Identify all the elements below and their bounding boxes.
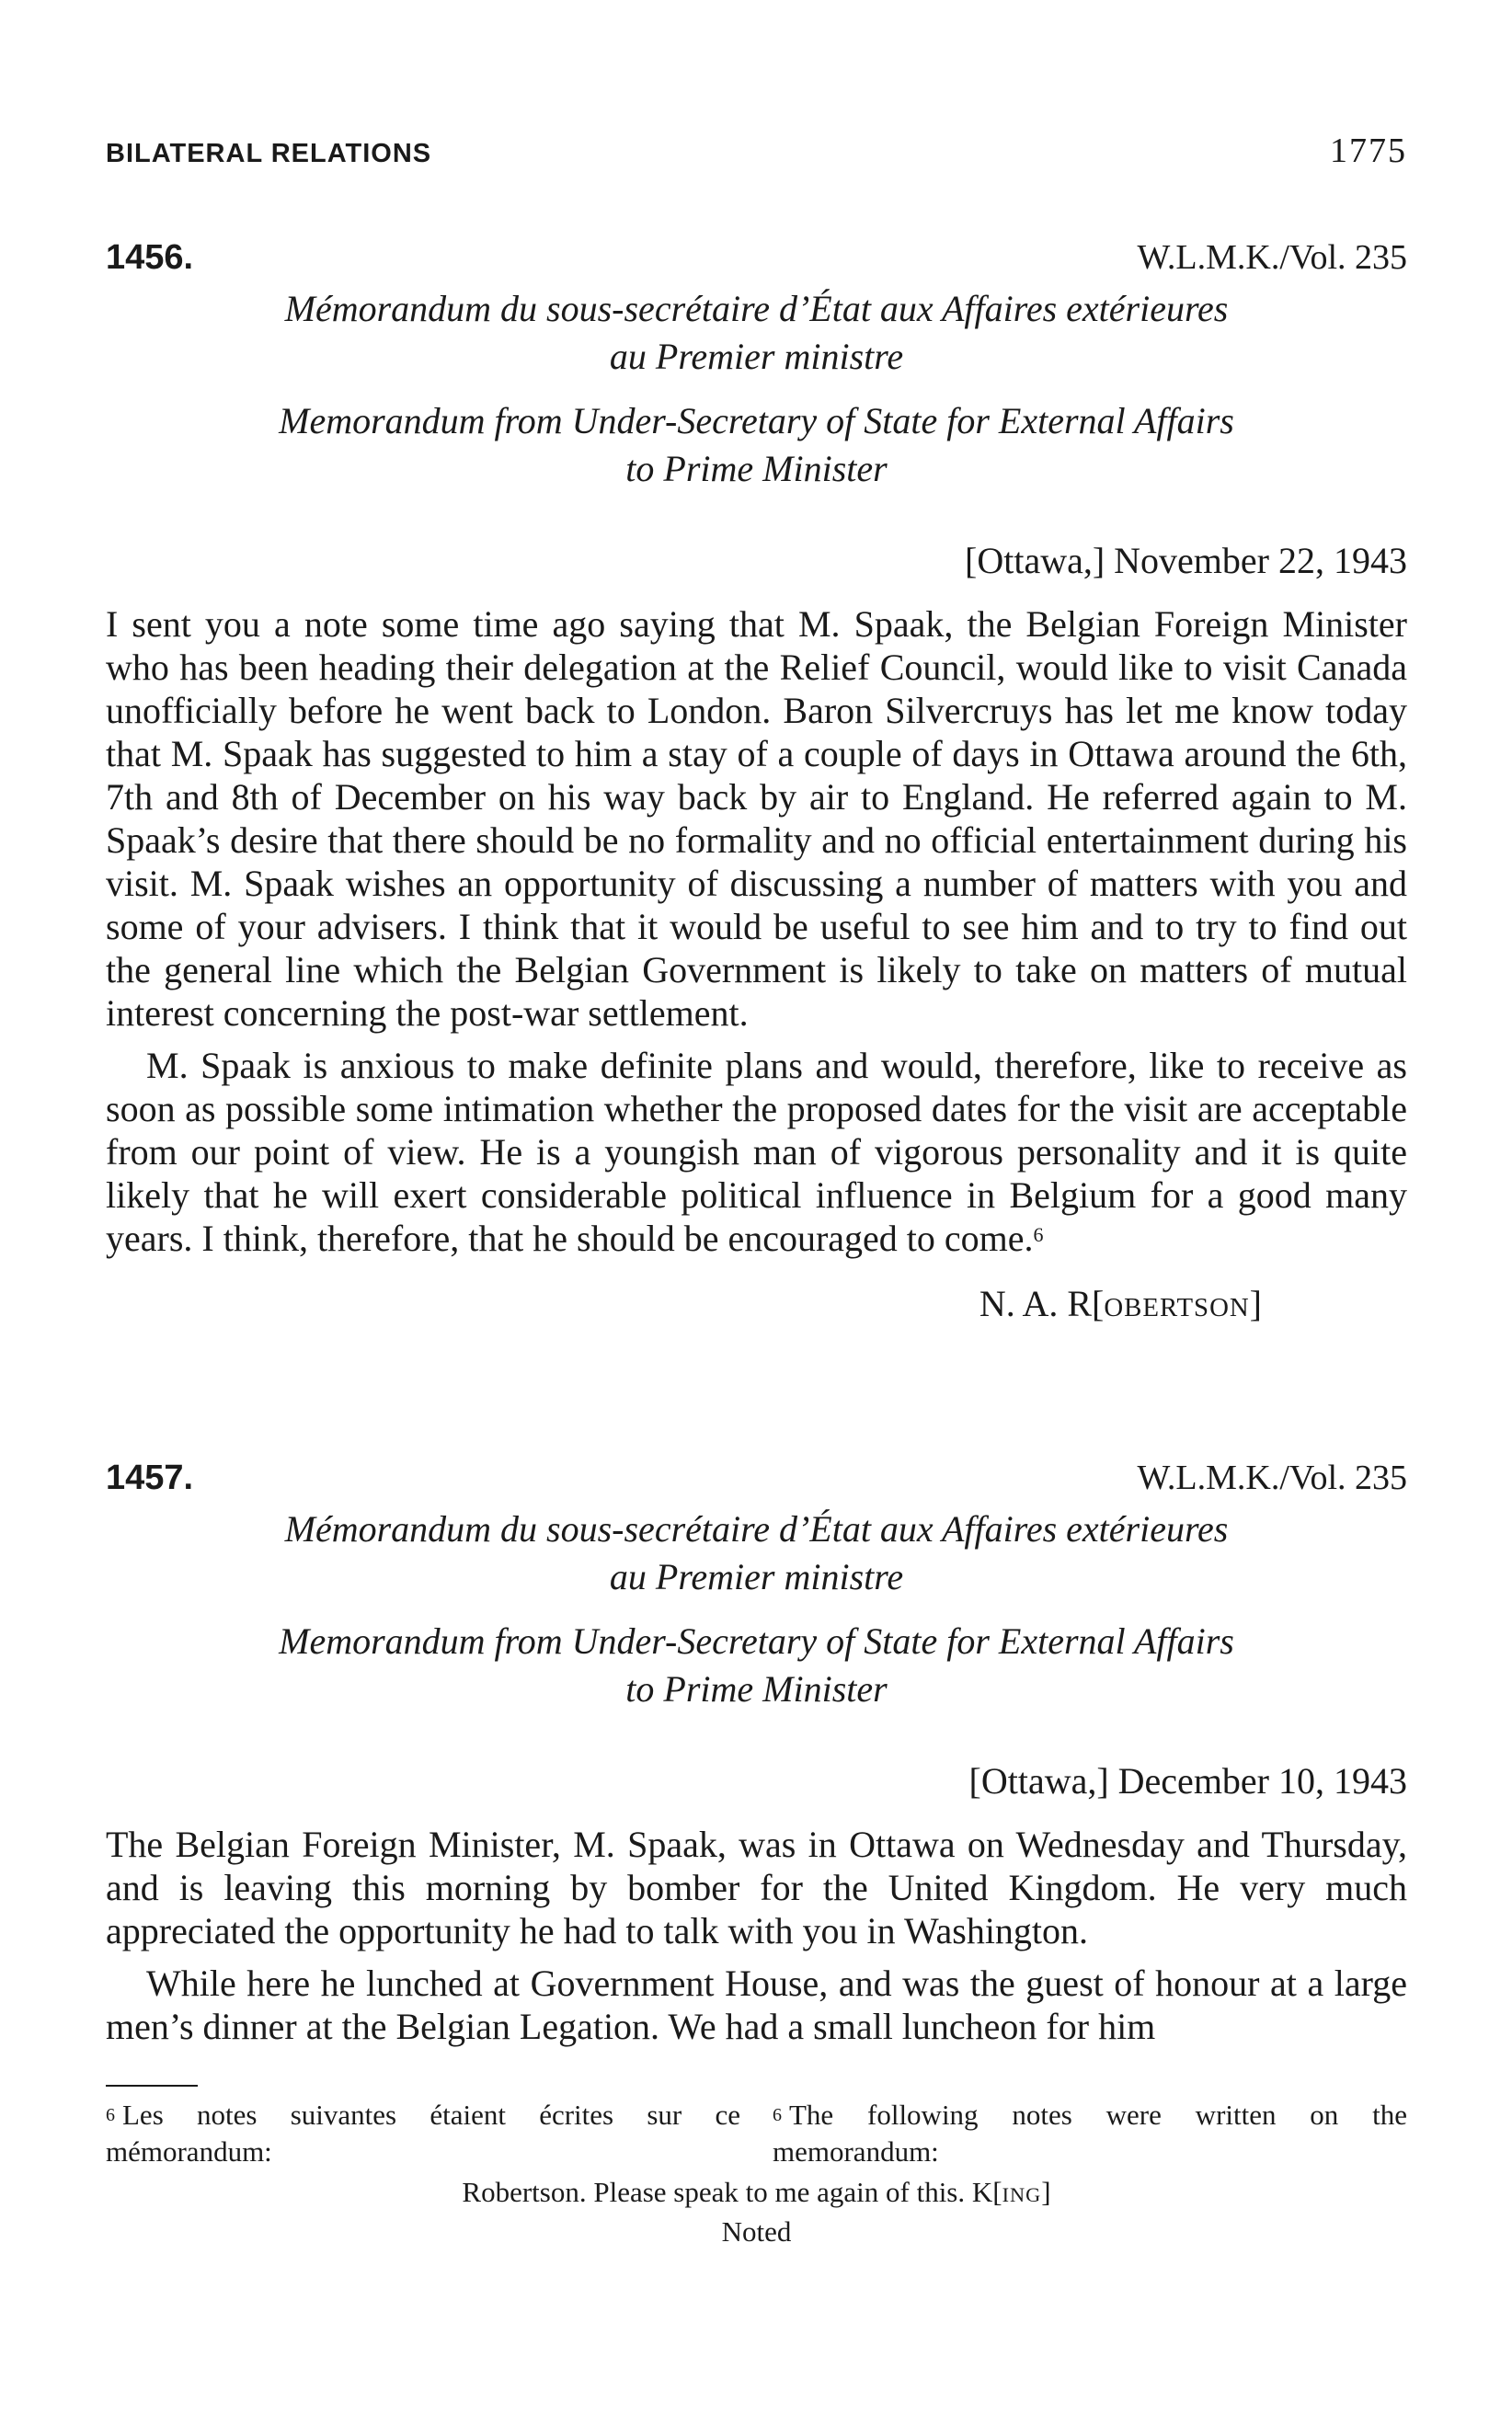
document-header	[106, 237, 1407, 278]
title-french	[106, 1505, 1407, 1601]
footnote-number: 6	[106, 2105, 115, 2125]
archive-reference: W.L.M.K./Vol. 235	[1137, 1459, 1407, 1497]
body-paragraph: While here he lunched at Government House, and was the guest of honour at a large men’s dinner at the Belgian Legation. We had a small luncheon for him	[106, 1963, 1407, 2047]
title-english-line: to Prime Minister	[625, 448, 888, 489]
signature-text: N. A. R[	[979, 1283, 1105, 1324]
annotation-small-caps: ING	[1002, 2183, 1042, 2206]
body-paragraph: The Belgian Foreign Minister, M. Spaak, was in Ottawa on Wednesday and Thursday, and is leaving this morning by bomber for the United Kingdom. He very much appreciated the opportunity he had to talk with you in Washington.	[106, 1824, 1407, 1951]
archive-reference: W.L.M.K./Vol. 235	[1137, 238, 1407, 277]
title-french-line: au Premier ministre	[609, 336, 904, 377]
running-head	[106, 131, 1407, 171]
title-english-line: Memorandum from Under-Secretary of State for External Affairs	[279, 1620, 1234, 1662]
footnote-text: Les notes suivantes étaient écrites sur ce mémorandum:	[106, 2099, 740, 2168]
dateline: [Ottawa,] December 10, 1943	[968, 1760, 1407, 1802]
title-english	[106, 1618, 1407, 1713]
document-number: 1457.	[106, 1459, 194, 1497]
annotation-text: Robertson. Please speak to me again of this. K[	[462, 2176, 1002, 2208]
footnotes	[106, 2097, 1407, 2250]
title-french	[106, 285, 1407, 381]
footnote-columns	[106, 2097, 1407, 2170]
annotation-bracket: ]	[1041, 2176, 1051, 2208]
signature-small-caps: OBERTSON	[1104, 1293, 1250, 1322]
paragraph-text: M. Spaak is anxious to make definite plans and would, therefore, like to receive as soon as possible some intimation whether the proposed dates for the visit are acceptable from our point of view. He is a youngish man of vigorous personality and it is quite likely that he will exert considerable political influence in Belgium for a good many years. I think, therefore, that he should be encouraged to come.	[106, 1045, 1407, 1259]
title-english-line: Memorandum from Under-Secretary of State for External Affairs	[279, 400, 1234, 441]
title-french-line: au Premier ministre	[609, 1556, 904, 1597]
title-french-line: Mémorandum du sous-secrétaire d’État aux Affaires extérieures	[284, 288, 1229, 329]
footnote-text: The following notes were written on the memorandum:	[773, 2099, 1407, 2168]
footnote-french	[106, 2097, 740, 2170]
footnote-reference: 6	[1033, 1223, 1044, 1246]
document-1457	[106, 1458, 1407, 2048]
title-english-line: to Prime Minister	[625, 1668, 888, 1710]
footnote-annotation	[106, 2174, 1407, 2214]
page-number: 1775	[1330, 132, 1407, 170]
running-title: BILATERAL RELATIONS	[106, 139, 432, 168]
footnote-divider	[106, 2085, 198, 2087]
dateline: [Ottawa,] November 22, 1943	[965, 540, 1407, 581]
footnote-english	[773, 2097, 1407, 2170]
document-1456	[106, 237, 1407, 1325]
signature-bracket: ]	[1249, 1283, 1262, 1324]
footnote-annotation-noted: Noted	[721, 2215, 792, 2248]
signature	[106, 1282, 1407, 1325]
title-french-line: Mémorandum du sous-secrétaire d’État aux Affaires extérieures	[284, 1508, 1229, 1550]
footnote-number: 6	[773, 2105, 782, 2125]
document-number: 1456.	[106, 238, 194, 277]
document-header	[106, 1458, 1407, 1498]
body-paragraph: I sent you a note some time ago saying that M. Spaak, the Belgian Foreign Minister who has been heading their delegation at the Relief Council, would like to visit Canada unofficially before he went back to London. Baron Silvercruys has let me know today that M. Spaak has suggested to him a stay of a couple of days in Ottawa around the 6th, 7th and 8th of December on his way back by air to England. He referred again to M. Spaak’s desire that there should be no formality and no official entertainment during his visit. M. Spaak wishes an opportunity of discussing a number of matters with you and some of your advisers. I think that it would be useful to see him and to try to find out the general line which the Belgian Government is likely to take on matters of mutual interest concerning the post-war settlement.	[106, 603, 1407, 1034]
body-paragraph	[106, 1044, 1407, 1260]
title-english	[106, 397, 1407, 493]
